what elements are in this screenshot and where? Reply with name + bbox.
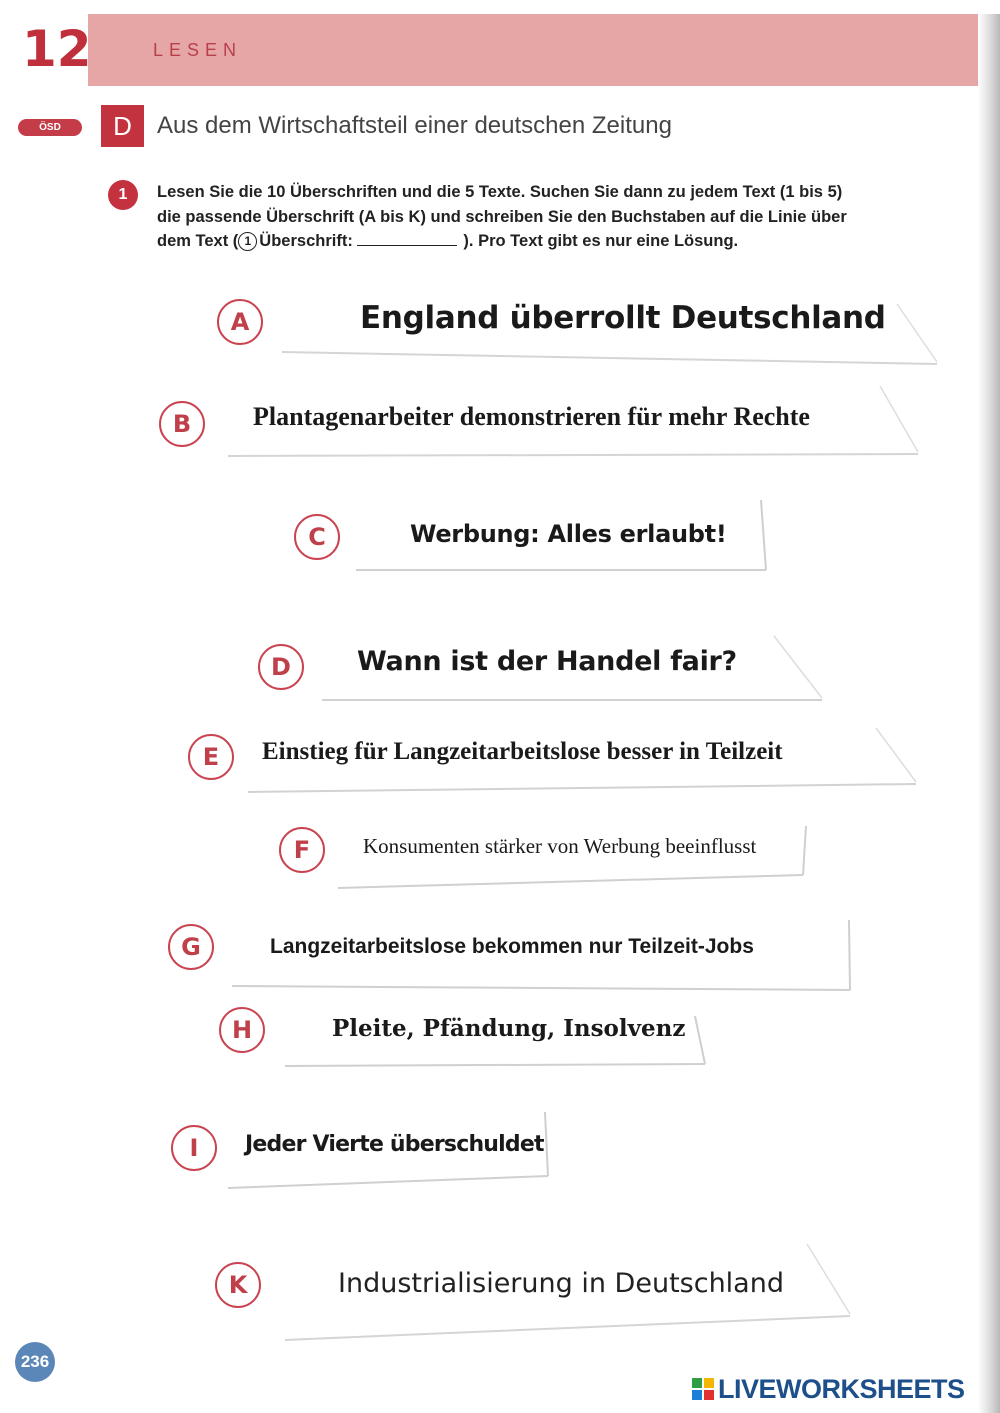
headline-text: Einstieg für Langzeitarbeitslose besser in Teilzeit [262, 738, 783, 765]
liveworksheets-logo-icon [692, 1378, 714, 1400]
headline-text: Plantagenarbeiter demonstrieren für mehr Rechte [253, 402, 810, 431]
headline-letter-circle: D [258, 644, 304, 690]
section-title: Aus dem Wirtschaftsteil einer deutschen Zeitung [157, 112, 672, 139]
headline-text: Industrialisierung in Deutschland [338, 1268, 784, 1299]
instruction-line-3-prefix: dem Text ( [157, 232, 239, 250]
headline-letter-circle: C [294, 514, 340, 560]
instruction-line-3-middle: Überschrift: [259, 232, 358, 250]
page-number: 236 [15, 1342, 55, 1382]
headline-text: Langzeitarbeitslose bekommen nur Teilzeit-Jobs [270, 935, 754, 958]
headline-text: Wann ist der Handel fair? [357, 646, 737, 677]
instruction-line-3 [157, 229, 957, 254]
task-instructions [157, 180, 957, 254]
headline-letter-circle: I [171, 1125, 217, 1171]
section-letter-box: D [101, 105, 144, 147]
instruction-line-3-suffix: ). Pro Text gibt es nur eine Lösung. [463, 232, 739, 250]
instruction-line-2: die passende Überschrift (A bis K) und schreiben Sie den Buchstaben auf die Linie über [157, 207, 847, 226]
page-edge-shadow [978, 14, 1000, 1413]
headline-text: England überrollt Deutschland [360, 300, 886, 336]
headline-letter-circle: E [188, 734, 234, 780]
headline-text: Werbung: Alles erlaubt! [410, 520, 727, 548]
headline-text: Konsumenten stärker von Werbung beeinflusst [363, 834, 757, 858]
section-label: LESEN [153, 40, 243, 60]
instruction-answer-blank [357, 231, 457, 246]
headline-letter-circle: B [159, 401, 205, 447]
liveworksheets-logo-text: LIVEWORKSHEETS [718, 1374, 965, 1404]
headline-letter-circle: G [168, 924, 214, 970]
headline-letter-circle: F [279, 827, 325, 873]
instruction-line-1: Lesen Sie die 10 Überschriften und die 5 Texte. Suchen Sie dann zu jedem Text (1 bis 5) [157, 183, 843, 201]
headline-letter-circle: A [217, 299, 263, 345]
osd-badge: ÖSD [18, 119, 82, 136]
headline-letter-circle: K [215, 1262, 261, 1308]
instruction-inline-circle: 1 [238, 232, 257, 251]
chapter-number: 12 [22, 20, 92, 78]
headline-text: Jeder Vierte überschuldet [245, 1132, 544, 1157]
task-number-badge: 1 [108, 180, 138, 210]
headline-letter-circle: H [219, 1007, 265, 1053]
headline-text: Pleite, Pfändung, Insolvenz [332, 1015, 686, 1042]
